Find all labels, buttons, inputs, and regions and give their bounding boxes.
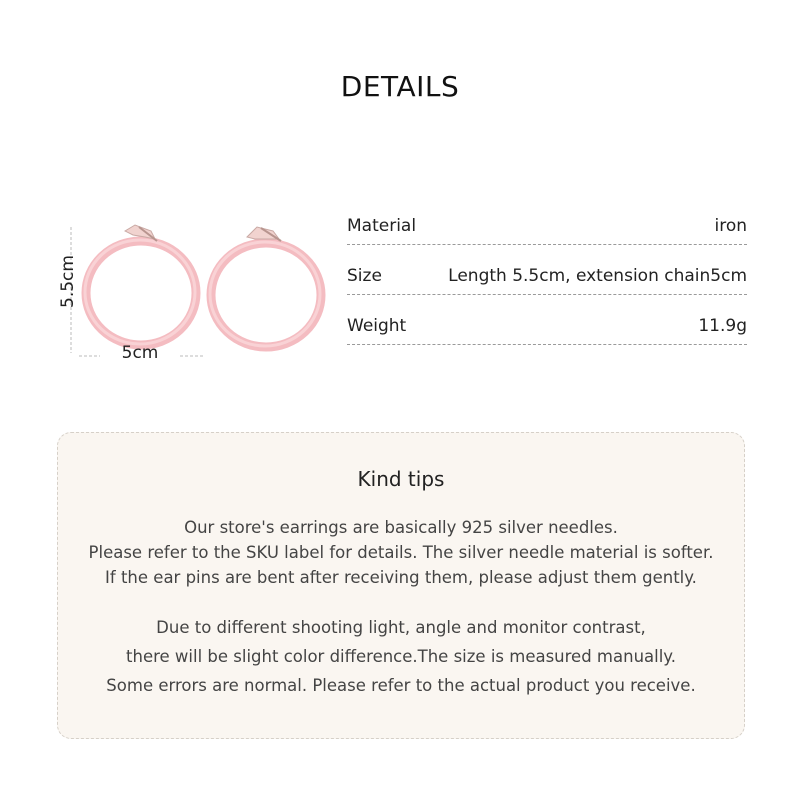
spec-table (347, 195, 747, 345)
spec-value: Length 5.5cm, extension chain5cm (448, 266, 747, 286)
spec-label: Weight (347, 316, 407, 336)
spec-label: Material (347, 216, 417, 236)
tips-paragraph-1 (58, 515, 744, 590)
width-label: 5cm (121, 343, 159, 363)
product-image (55, 215, 345, 375)
spec-row-material (347, 195, 747, 245)
tips-line: there will be slight color difference.The size is measured manually. (126, 647, 676, 666)
spec-row-weight (347, 295, 747, 345)
spec-value: iron (714, 216, 747, 236)
tips-line: Our store's earrings are basically 925 silver needles. (184, 518, 618, 537)
tips-line: If the ear pins are bent after receiving them, please adjust them gently. (105, 568, 697, 587)
page-title: DETAILS (340, 70, 460, 103)
kind-tips-box (57, 432, 745, 739)
pink-hoop-earrings-icon (55, 215, 345, 375)
spec-value: 11.9g (698, 316, 747, 336)
tips-line: Due to different shooting light, angle and monitor contrast, (156, 618, 646, 637)
tips-line: Please refer to the SKU label for details. The silver needle material is softer. (88, 543, 714, 562)
tips-paragraph-2 (58, 613, 744, 700)
spec-label: Size (347, 266, 382, 286)
tips-line: Some errors are normal. Please refer to the actual product you receive. (106, 676, 696, 695)
tips-title: Kind tips (357, 467, 445, 491)
spec-row-size (347, 245, 747, 295)
height-label: 5.5cm (58, 255, 78, 308)
